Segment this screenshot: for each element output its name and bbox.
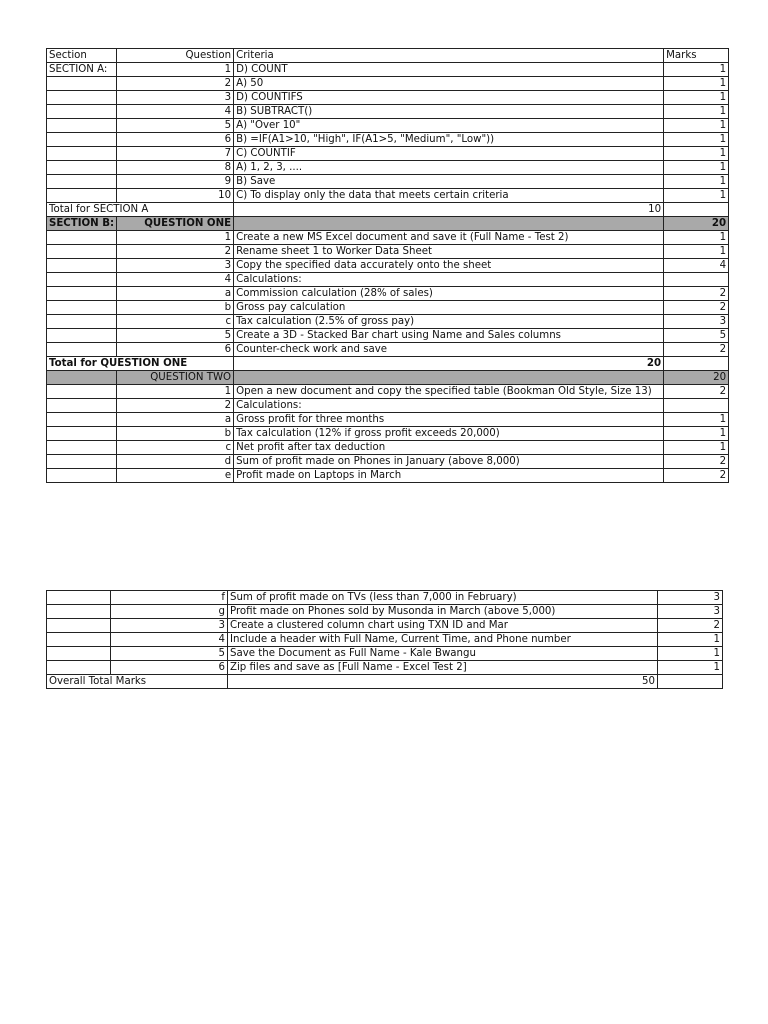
section-cell [47,161,117,175]
marks-cell: 2 [664,385,729,399]
marks-cell: 1 [664,91,729,105]
section-cell [47,77,117,91]
marks-cell [664,399,729,413]
criteria-cell: Save the Document as Full Name - Kale Bwangu [228,647,658,661]
marks-cell: 1 [658,661,723,675]
table-row [47,105,729,119]
question-number-cell: 3 [117,259,234,273]
criteria-cell: Open a new document and copy the specified table (Bookman Old Style, Size 13) [234,385,664,399]
table-row [47,413,729,427]
marks-cell: 1 [664,77,729,91]
marks-cell: 1 [664,441,729,455]
total-row-question-one [47,357,729,371]
table-row [47,189,729,203]
criteria-cell: D) COUNT [234,63,664,77]
section-cell [47,619,111,633]
marks-cell: 1 [664,175,729,189]
question-number-cell: 3 [117,91,234,105]
table-row [47,273,729,287]
section-cell [47,591,111,605]
marks-cell: 1 [664,105,729,119]
section-cell [47,231,117,245]
criteria-cell: Counter-check work and save [234,343,664,357]
section-b-label: SECTION B: [47,217,117,231]
marks-cell: 2 [664,455,729,469]
marks-cell: 1 [664,119,729,133]
criteria-cell: Sum of profit made on Phones in January (above 8,000) [234,455,664,469]
question-one-marks: 20 [664,217,729,231]
table-row [47,287,729,301]
table-row [47,399,729,413]
question-number-cell: 4 [117,105,234,119]
question-number-cell: e [117,469,234,483]
table-row [47,591,723,605]
criteria-cell: Tax calculation (2.5% of gross pay) [234,315,664,329]
question-number-cell: a [117,287,234,301]
question-number-cell: 5 [111,647,228,661]
criteria-cell: Rename sheet 1 to Worker Data Sheet [234,245,664,259]
marks-cell: 3 [658,605,723,619]
question-number-cell: b [117,301,234,315]
section-cell [47,147,117,161]
criteria-cell: Profit made on Laptops in March [234,469,664,483]
question-number-cell: 4 [111,633,228,647]
marks-cell [664,203,729,217]
criteria-cell: Gross pay calculation [234,301,664,315]
section-cell [47,647,111,661]
total-row-section-a [47,203,729,217]
question-number-cell: 1 [117,385,234,399]
table-row [47,175,729,189]
marks-cell: 2 [664,301,729,315]
criteria-cell: C) COUNTIF [234,147,664,161]
table-row [47,619,723,633]
section-cell [47,633,111,647]
question-number-cell: 6 [111,661,228,675]
criteria-cell: Commission calculation (28% of sales) [234,287,664,301]
section-cell [47,371,117,385]
section-cell [47,189,117,203]
section-cell [47,385,117,399]
marks-cell: 1 [664,413,729,427]
question-number-cell: 5 [117,119,234,133]
question-number-cell: b [117,427,234,441]
question-number-cell: a [117,413,234,427]
question-number-cell: 6 [117,133,234,147]
question-number-cell: 2 [117,77,234,91]
marks-cell: 2 [664,287,729,301]
section-cell [47,329,117,343]
marks-cell [664,357,729,371]
question-number-cell: 1 [117,231,234,245]
section-cell [47,605,111,619]
criteria-cell: Include a header with Full Name, Current Time, and Phone number [228,633,658,647]
section-cell [47,399,117,413]
section-cell [47,105,117,119]
section-cell [47,343,117,357]
section-cell [47,469,117,483]
question-number-cell: 5 [117,329,234,343]
total-value: 10 [234,203,664,217]
marks-cell: 4 [664,259,729,273]
question-number-cell: g [111,605,228,619]
question-number-cell: 6 [117,343,234,357]
table-row [47,259,729,273]
marking-scheme-body-continued [47,591,723,689]
table-row [47,385,729,399]
table-row [47,343,729,357]
question-number-cell: 9 [117,175,234,189]
marking-scheme-table-continued [46,590,723,689]
section-cell [47,245,117,259]
marks-cell: 2 [658,619,723,633]
question-two-marks: 20 [664,371,729,385]
table-row [47,315,729,329]
criteria-cell: D) COUNTIFS [234,91,664,105]
marks-cell: 1 [664,189,729,203]
section-b-header-row [47,217,729,231]
marks-cell: 1 [658,647,723,661]
section-cell [47,91,117,105]
question-number-cell: 1 [117,63,234,77]
question-number-cell: c [117,315,234,329]
header-criteria: Criteria [234,49,664,63]
section-cell [47,175,117,189]
header-section: Section [47,49,117,63]
section-cell [47,427,117,441]
table-row [47,231,729,245]
marks-cell: 1 [664,63,729,77]
question-number-cell: 2 [117,399,234,413]
question-number-cell: c [117,441,234,455]
marks-cell: 2 [664,343,729,357]
criteria-cell: Sum of profit made on TVs (less than 7,000 in February) [228,591,658,605]
marks-cell: 1 [664,231,729,245]
table-row [47,647,723,661]
criteria-cell: Create a clustered column chart using TXN ID and Mar [228,619,658,633]
section-cell [47,315,117,329]
table-row [47,161,729,175]
section-cell [47,287,117,301]
marking-scheme-table [46,48,729,483]
marks-cell: 1 [664,161,729,175]
table-row [47,469,729,483]
criteria-cell: A) 50 [234,77,664,91]
criteria-cell: Gross profit for three months [234,413,664,427]
overall-total-label: Overall Total Marks [47,675,228,689]
section-cell [47,301,117,315]
criteria-cell: A) 1, 2, 3, .... [234,161,664,175]
question-number-cell: d [117,455,234,469]
criteria-cell: B) Save [234,175,664,189]
section-cell [47,133,117,147]
question-number-cell: 10 [117,189,234,203]
criteria-cell: Profit made on Phones sold by Musonda in March (above 5,000) [228,605,658,619]
question-two-header-row [47,371,729,385]
criteria-cell: Copy the specified data accurately onto the sheet [234,259,664,273]
section-cell [47,455,117,469]
marks-cell: 1 [664,245,729,259]
table-row [47,91,729,105]
question-number-cell: 2 [117,245,234,259]
marks-cell [664,273,729,287]
question-one-label: QUESTION ONE [117,217,234,231]
criteria-cell: Create a new MS Excel document and save it (Full Name - Test 2) [234,231,664,245]
table-row [47,633,723,647]
question-number-cell: 8 [117,161,234,175]
section-cell [47,119,117,133]
criteria-cell: Tax calculation (12% if gross profit exceeds 20,000) [234,427,664,441]
header-marks: Marks [664,49,729,63]
table-row [47,119,729,133]
criteria-cell: Net profit after tax deduction [234,441,664,455]
table-row [47,455,729,469]
marks-cell: 1 [658,633,723,647]
question-number-cell: 3 [111,619,228,633]
marks-cell: 5 [664,329,729,343]
header-row [47,49,729,63]
marks-cell [658,675,723,689]
table-row [47,661,723,675]
section-cell [47,273,117,287]
question-number-cell: f [111,591,228,605]
criteria-cell: Create a 3D - Stacked Bar chart using Name and Sales columns [234,329,664,343]
total-value: 20 [234,357,664,371]
criteria-cell [234,371,664,385]
question-number-cell: 7 [117,147,234,161]
overall-total-row [47,675,723,689]
question-number-cell: 4 [117,273,234,287]
section-cell [47,441,117,455]
criteria-cell: Calculations: [234,399,664,413]
marks-cell: 3 [664,315,729,329]
marks-cell: 2 [664,469,729,483]
table-row [47,133,729,147]
question-two-label: QUESTION TWO [117,371,234,385]
criteria-cell: A) "Over 10" [234,119,664,133]
marks-cell: 1 [664,147,729,161]
overall-total-value: 50 [228,675,658,689]
table-row [47,63,729,77]
table-row [47,77,729,91]
criteria-cell: Calculations: [234,273,664,287]
table-row [47,301,729,315]
section-cell: SECTION A: [47,63,117,77]
table-row [47,427,729,441]
section-cell [47,413,117,427]
table-row [47,147,729,161]
table-row [47,329,729,343]
criteria-cell: B) =IF(A1>10, "High", IF(A1>5, "Medium", "Low")) [234,133,664,147]
criteria-cell: B) SUBTRACT() [234,105,664,119]
total-label: Total for SECTION A [47,203,234,217]
section-cell [47,259,117,273]
section-cell [47,661,111,675]
total-label: Total for QUESTION ONE [47,357,234,371]
marking-scheme-body [47,49,729,483]
table-row [47,441,729,455]
marks-cell: 3 [658,591,723,605]
marks-cell: 1 [664,427,729,441]
marks-cell: 1 [664,133,729,147]
criteria-cell: C) To display only the data that meets certain criteria [234,189,664,203]
header-question: Question [117,49,234,63]
table-row [47,605,723,619]
table-row [47,245,729,259]
criteria-cell [234,217,664,231]
criteria-cell: Zip files and save as [Full Name - Excel Test 2] [228,661,658,675]
